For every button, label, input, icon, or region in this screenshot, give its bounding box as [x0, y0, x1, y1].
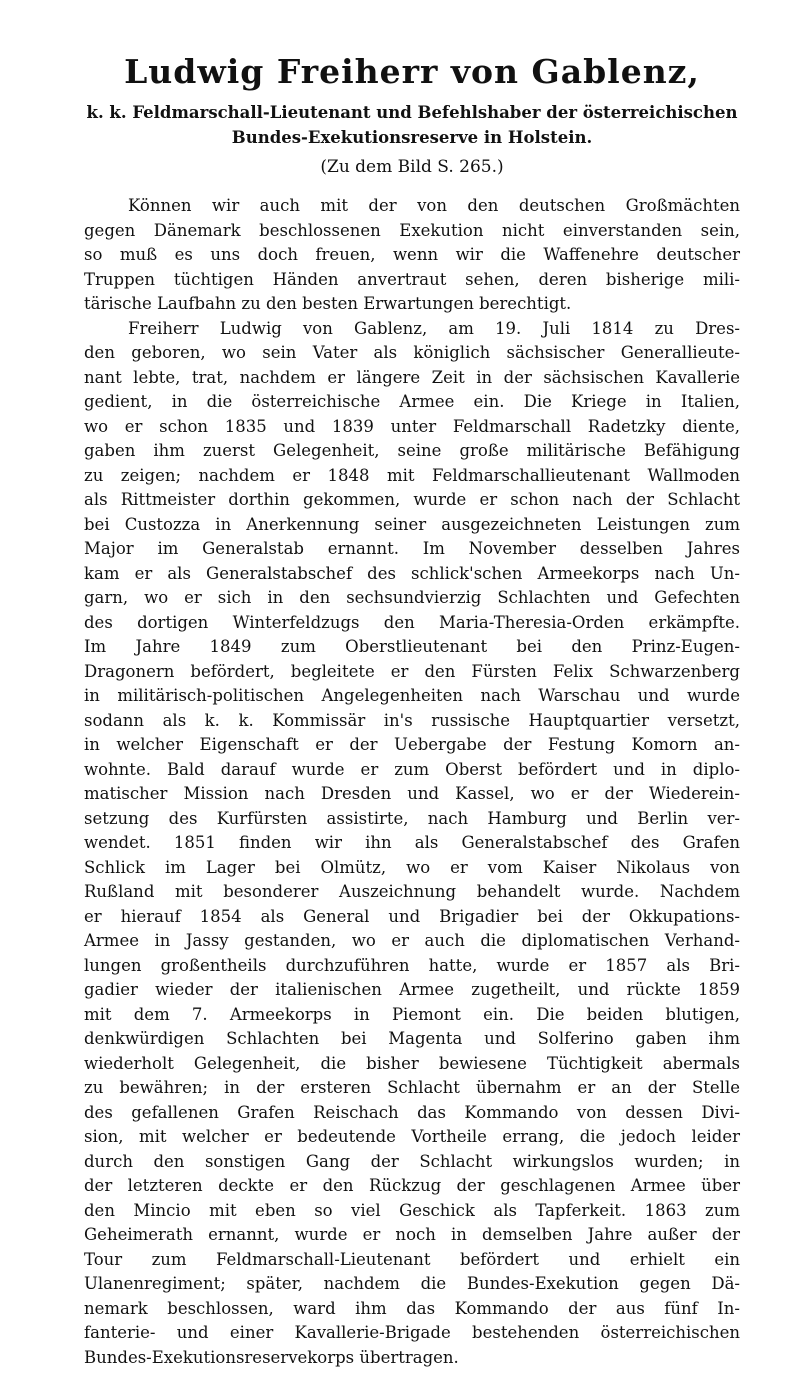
text-line: Bundes-Exekutionsreservekorps übertragen. — [84, 1347, 459, 1367]
text-line: gaben ihm zuerst Gelegenheit, seine große militärische Befähigung — [84, 441, 740, 460]
text-line: in welcher Eigenschaft er der Uebergabe der Festung Komorn an- — [84, 735, 740, 754]
text-line: den geboren, wo sein Vater als königlich sächsischer Generallieute- — [84, 343, 740, 362]
text-line: Im Jahre 1849 zum Oberstlieutenant bei den Prinz-Eugen- — [84, 637, 740, 656]
text-line: Rußland mit besonderer Auszeichnung behandelt wurde. Nachdem — [84, 882, 740, 901]
text-line: Truppen tüchtigen Händen anvertraut sehen, deren bisherige mili- — [84, 269, 740, 289]
text-line: als Rittmeister dorthin gekommen, wurde er schon nach der Schlacht — [84, 490, 740, 509]
text-line: bei Custozza in Anerkennung seiner ausgezeichneten Leistungen zum — [84, 514, 740, 534]
text-line: Schlick im Lager bei Olmütz, wo er vom Kaiser Nikolaus von — [84, 857, 740, 877]
text-line: des gefallenen Grafen Reischach das Kommando von dessen Divi- — [84, 1102, 740, 1122]
text-line: durch den sonstigen Gang der Schlacht wirkungslos wurden; in — [84, 1151, 740, 1171]
text-line: kam er als Generalstabschef des schlick'schen Armeekorps nach Un- — [84, 563, 740, 583]
text-line: matischer Mission nach Dresden und Kassel, wo er der Wiederein- — [84, 784, 740, 803]
text-line: lungen großentheils durchzuführen hatte, wurde er 1857 als Bri- — [84, 955, 740, 975]
text-line: wendet. 1851 finden wir ihn als Generalstabschef des Grafen — [84, 833, 740, 852]
paragraph — [84, 317, 740, 1371]
text-line: wo er schon 1835 und 1839 unter Feldmarschall Radetzky diente, — [84, 416, 740, 436]
text-line: sodann als k. k. Kommissär in's russische Hauptquartier versetzt, — [84, 710, 740, 730]
document-page — [84, 52, 740, 1370]
image-reference: (Zu dem Bild S. 265.) — [320, 157, 504, 177]
text-line: garn, wo er sich in den sechsundvierzig Schlachten und Gefechten — [84, 588, 740, 607]
text-line: gadier wieder der italienischen Armee zugetheilt, und rückte 1859 — [84, 980, 740, 999]
text-line: Können wir auch mit der von den deutschen Großmächten — [128, 196, 740, 215]
text-line: mit dem 7. Armeekorps in Piemont ein. Die beiden blutigen, — [84, 1004, 740, 1024]
text-line: Armee in Jassy gestanden, wo er auch die diplomatischen Verhand- — [84, 931, 740, 950]
subtitle-line: Bundes-Exekutionsreserve in Holstein. — [231, 128, 593, 147]
text-line: setzung des Kurfürsten assistirte, nach Hamburg und Berlin ver- — [84, 808, 740, 828]
subtitle-line: k. k. Feldmarschall-Lieutenant und Befehlshaber der österreichischen — [86, 103, 738, 122]
text-line: der letzteren deckte er den Rückzug der geschlagenen Armee über — [84, 1176, 740, 1195]
article-subtitle — [84, 100, 740, 150]
text-line: wohnte. Bald darauf wurde er zum Oberst befördert und in diplo- — [84, 759, 740, 779]
text-line: sion, mit welcher er bedeutende Vortheile errang, die jedoch leider — [84, 1127, 740, 1146]
paragraph — [84, 194, 740, 317]
text-line: tärische Laufbahn zu den besten Erwartungen berechtigt. — [84, 294, 572, 313]
text-line: des dortigen Winterfeldzugs den Maria-Theresia-Orden erkämpfte. — [84, 612, 740, 632]
text-line: er hierauf 1854 als General und Brigadier bei der Okkupations- — [84, 906, 740, 926]
text-line: zu zeigen; nachdem er 1848 mit Feldmarschallieutenant Wallmoden — [84, 465, 740, 485]
text-line: denkwürdigen Schlachten bei Magenta und Solferino gaben ihm — [84, 1029, 740, 1048]
text-line: Major im Generalstab ernannt. Im November desselben Jahres — [84, 539, 740, 558]
text-line: Freiherr Ludwig von Gablenz, am 19. Juli 1814 zu Dres- — [128, 318, 740, 338]
text-line: in militärisch-politischen Angelegenheiten nach Warschau und wurde — [84, 686, 740, 705]
text-line: nant lebte, trat, nachdem er längere Zeit in der sächsischen Kavallerie — [84, 367, 740, 387]
article-body — [84, 194, 740, 1370]
text-line: wiederholt Gelegenheit, die bisher bewiesene Tüchtigkeit abermals — [84, 1053, 740, 1073]
text-line: so muß es uns doch freuen, wenn wir die Waffenehre deutscher — [84, 245, 740, 264]
text-line: gedient, in die österreichische Armee ein. Die Kriege in Italien, — [84, 392, 740, 411]
text-line: zu bewähren; in der ersteren Schlacht übernahm er an der Stelle — [84, 1078, 740, 1097]
text-line: nemark beschlossen, ward ihm das Kommando der aus fünf In- — [84, 1298, 740, 1318]
article-title: Ludwig Freiherr von Gablenz, — [124, 52, 700, 91]
text-line: fanterie- und einer Kavallerie-Brigade bestehenden österreichischen — [84, 1323, 740, 1342]
text-line: Ulanenregiment; später, nachdem die Bundes-Exekution gegen Dä- — [84, 1274, 740, 1293]
text-line: den Mincio mit eben so viel Geschick als Tapferkeit. 1863 zum — [84, 1200, 740, 1220]
text-line: Dragonern befördert, begleitete er den Fürsten Felix Schwarzenberg — [84, 661, 740, 681]
text-line: Tour zum Feldmarschall-Lieutenant befördert und erhielt ein — [84, 1249, 740, 1269]
text-line: gegen Dänemark beschlossenen Exekution nicht einverstanden sein, — [84, 220, 740, 240]
text-line: Geheimerath ernannt, wurde er noch in demselben Jahre außer der — [84, 1225, 740, 1244]
